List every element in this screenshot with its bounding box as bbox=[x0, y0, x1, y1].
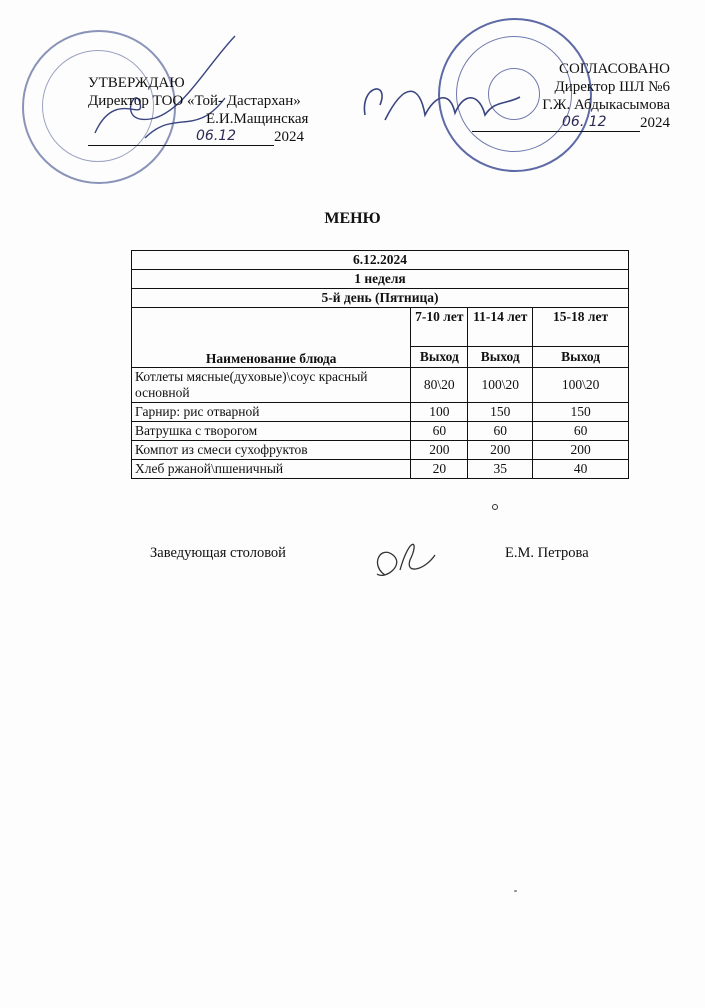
output-label: Выход bbox=[468, 347, 533, 368]
portion-7-10: 100 bbox=[411, 403, 468, 422]
age-group-header: 15-18 лет bbox=[533, 308, 629, 347]
table-row bbox=[132, 403, 629, 422]
dish-name: Хлеб ржаной\пшеничный bbox=[132, 460, 411, 479]
portion-7-10: 20 bbox=[411, 460, 468, 479]
portion-15-18: 200 bbox=[533, 441, 629, 460]
approve-date: 06.12 bbox=[196, 128, 237, 144]
approve-block bbox=[88, 74, 338, 146]
approve-heading: УТВЕРЖДАЮ bbox=[88, 75, 185, 91]
portion-11-14: 150 bbox=[468, 403, 533, 422]
footer-position: Заведующая столовой bbox=[150, 545, 286, 561]
age-group-header: 11-14 лет bbox=[468, 308, 533, 347]
table-row bbox=[132, 460, 629, 479]
dish-name: Котлеты мясные(духовые)\соус красный основной bbox=[132, 368, 411, 403]
output-label: Выход bbox=[533, 347, 629, 368]
stray-mark bbox=[492, 504, 498, 510]
menu-day: 5-й день (Пятница) bbox=[132, 289, 629, 308]
dish-name: Гарнир: рис отварной bbox=[132, 403, 411, 422]
agreed-date-line bbox=[460, 114, 670, 132]
agreed-name: Г.Ж. Абдыкасымова bbox=[542, 97, 670, 113]
document-title: МЕНЮ bbox=[324, 210, 381, 227]
canteen-signature bbox=[365, 530, 445, 585]
portion-15-18: 60 bbox=[533, 422, 629, 441]
portion-15-18: 150 bbox=[533, 403, 629, 422]
agreed-block bbox=[460, 60, 670, 132]
agreed-position: Директор ШЛ №6 bbox=[554, 79, 670, 95]
portion-11-14: 100\20 bbox=[468, 368, 533, 403]
table-row bbox=[132, 441, 629, 460]
age-group-header: 7-10 лет bbox=[411, 308, 468, 347]
agreed-year: 2024 bbox=[640, 115, 670, 131]
portion-11-14: 60 bbox=[468, 422, 533, 441]
agreed-date: 06. 12 bbox=[562, 114, 607, 130]
approve-date-line bbox=[88, 128, 338, 146]
approve-name: Е.И.Мащинская bbox=[206, 111, 309, 127]
table-row bbox=[132, 422, 629, 441]
portion-15-18: 40 bbox=[533, 460, 629, 479]
portion-7-10: 200 bbox=[411, 441, 468, 460]
dish-name: Ватрушка с творогом bbox=[132, 422, 411, 441]
table-row bbox=[132, 368, 629, 403]
approve-position: Директор ТОО «Той- Дастархан» bbox=[88, 93, 301, 109]
stray-mark bbox=[514, 890, 517, 892]
portion-11-14: 35 bbox=[468, 460, 533, 479]
output-label: Выход bbox=[411, 347, 468, 368]
portion-15-18: 100\20 bbox=[533, 368, 629, 403]
menu-week: 1 неделя bbox=[132, 270, 629, 289]
portion-11-14: 200 bbox=[468, 441, 533, 460]
portion-7-10: 60 bbox=[411, 422, 468, 441]
menu-table bbox=[131, 250, 629, 479]
approve-year: 2024 bbox=[274, 129, 304, 145]
menu-date: 6.12.2024 bbox=[132, 251, 629, 270]
dish-header: Наименование блюда bbox=[132, 308, 411, 368]
agreed-heading: СОГЛАСОВАНО bbox=[558, 61, 670, 77]
dish-name: Компот из смеси сухофруктов bbox=[132, 441, 411, 460]
footer-name: Е.М. Петрова bbox=[505, 545, 589, 561]
portion-7-10: 80\20 bbox=[411, 368, 468, 403]
